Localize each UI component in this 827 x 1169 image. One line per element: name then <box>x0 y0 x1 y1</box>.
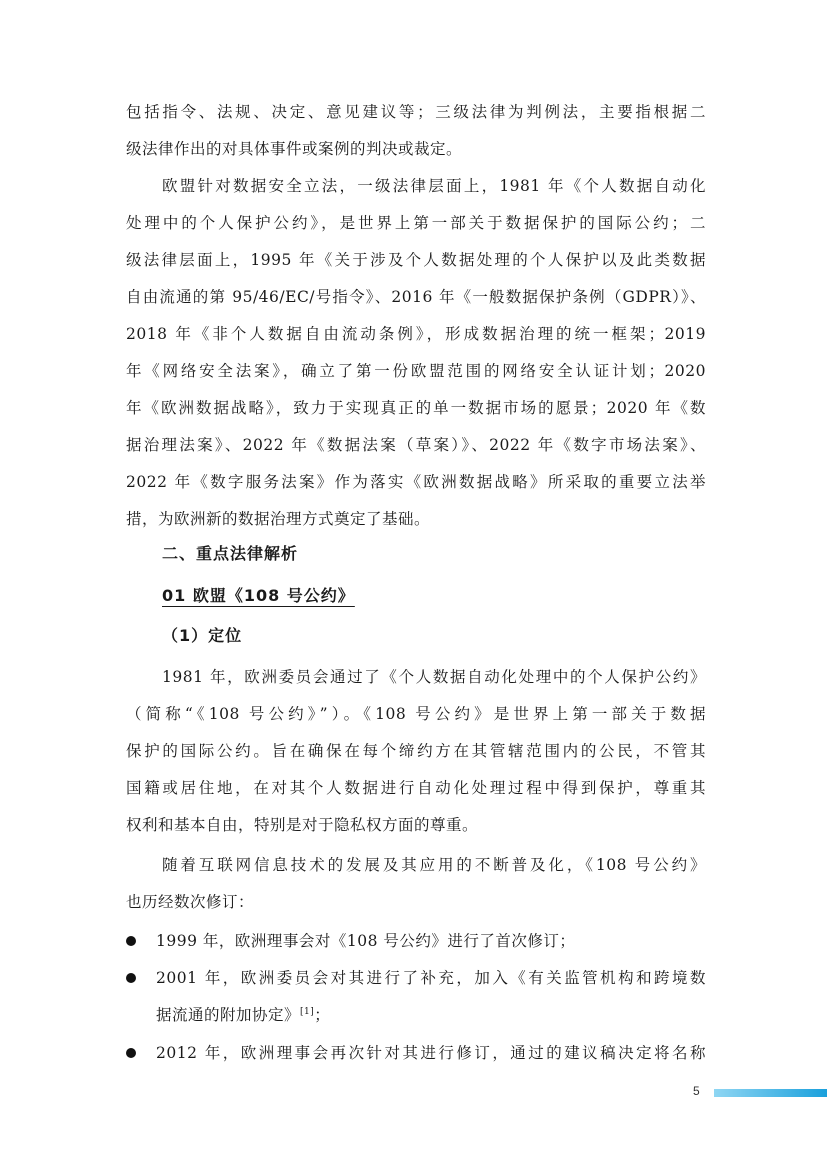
section-heading: 二、重点法律解析 <box>162 544 299 563</box>
list-item <box>126 960 706 1034</box>
text-line: 自由流通的第 95/46/EC/号指令》、2016 年《一般数据保护条例（GDPR）》、 <box>126 288 706 306</box>
sub-heading: 01 欧盟《108 号公约》 <box>162 586 355 605</box>
text-line: 包括指令、法规、决定、意见建议等；三级法律为判例法，主要指根据二 <box>126 103 706 121</box>
list-item-text: 据流通的附加协定》 <box>156 1006 301 1024</box>
list-item-text: 1999 年，欧洲理事会对《108 号公约》进行了首次修订； <box>156 932 576 950</box>
text-line: 2018 年《非个人数据自由流动条例》，形成数据治理的统一框架；2019 <box>126 325 706 343</box>
text-line: 也历经数次修订： <box>126 893 255 911</box>
list-item-text: 2012 年，欧洲理事会再次针对其进行修订，通过的建议稿决定将名称 <box>156 1044 706 1062</box>
text-line: （简称“《108 号公约》”）。《108 号公约》是世界上第一部关于数据 <box>126 705 706 723</box>
text-line: 处理中的个人保护公约》，是世界上第一部关于数据保护的国际公约；二 <box>126 214 706 232</box>
text-line: 措，为欧洲新的数据治理方式奠定了基础。 <box>126 510 431 528</box>
paragraph-eu-legislation <box>126 168 706 538</box>
text-line: 权利和基本自由，特别是对于隐私权方面的尊重。 <box>126 816 479 834</box>
text-line: 2022 年《数字服务法案》作为落实《欧洲数据战略》所采取的重要立法举 <box>126 473 706 491</box>
text-line: 1981 年，欧洲委员会通过了《个人数据自动化处理中的个人保护公约》 <box>162 668 706 686</box>
paragraph-legal-levels <box>126 94 706 168</box>
list-item-text: 2001 年，欧洲委员会对其进行了补充，加入《有关监管机构和跨境数 <box>156 969 706 987</box>
page-number: 5 <box>693 1084 700 1098</box>
paragraph-revisions-intro <box>126 847 706 921</box>
sub-sub-heading: （1）定位 <box>162 626 243 645</box>
footer-accent-bar <box>714 1089 827 1097</box>
footnote-reference[interactable]: [1] <box>300 1006 315 1017</box>
list-item-text-continued <box>156 997 706 1034</box>
text-line: 保护的国际公约。旨在确保在每个缔约方在其管辖范围内的公民，不管其 <box>126 742 706 760</box>
bullet-icon <box>126 1048 136 1058</box>
text-line: 年《网络安全法案》，确立了第一份欧盟范围的网络安全认证计划；2020 <box>126 362 706 380</box>
text-line: 欧盟针对数据安全立法，一级法律层面上，1981 年《个人数据自动化 <box>162 177 706 195</box>
text-line: 级法律作出的对具体事件或案例的判决或裁定。 <box>126 140 463 158</box>
bullet-icon <box>126 973 136 983</box>
list-item-punctuation: ； <box>314 1006 331 1024</box>
bullet-icon <box>126 936 136 946</box>
text-line: 随着互联网信息技术的发展及其应用的不断普及化，《108 号公约》 <box>162 856 706 874</box>
text-line: 年《欧洲数据战略》，致力于实现真正的单一数据市场的愿景；2020 年《数 <box>126 399 706 417</box>
list-item <box>126 1035 706 1072</box>
list-item <box>126 923 706 960</box>
paragraph-convention-108 <box>126 659 706 844</box>
text-line: 国籍或居住地，在对其个人数据进行自动化处理过程中得到保护，尊重其 <box>126 779 706 797</box>
text-line: 级法律层面上，1995 年《关于涉及个人数据处理的个人保护以及此类数据 <box>126 251 706 269</box>
text-line: 据治理法案》、2022 年《数据法案（草案）》、2022 年《数字市场法案》、 <box>126 436 706 454</box>
